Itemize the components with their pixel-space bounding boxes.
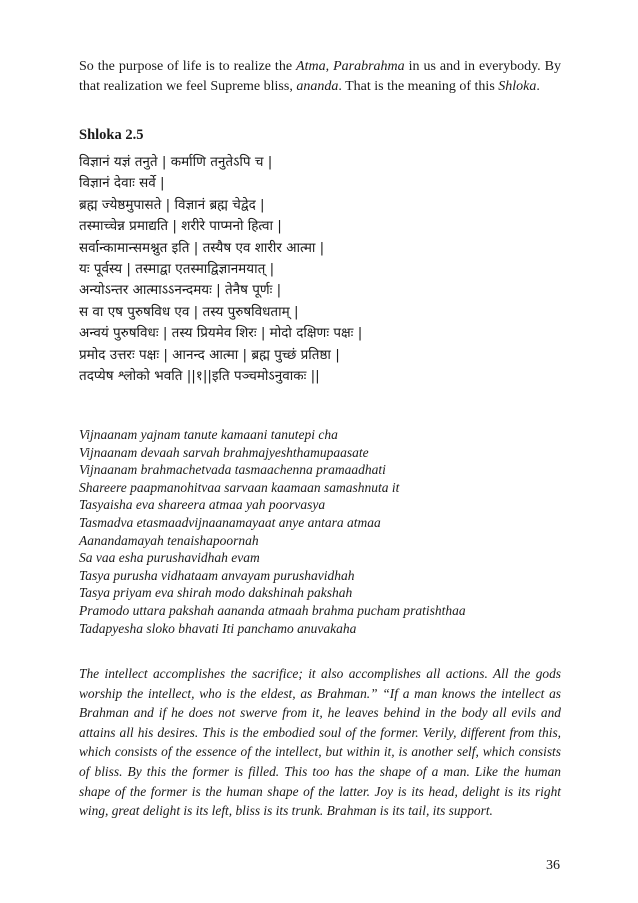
transliteration-line: Sa vaa esha purushavidhah evam — [79, 550, 260, 566]
section-heading: Shloka 2.5 — [79, 127, 144, 143]
sanskrit-line: तदप्येष श्लोको भवति ||१||इति पञ्चमोऽनुवाकः || — [79, 367, 320, 384]
sanskrit-line: सर्वान्कामान्समश्नुत इति | तस्यैष एव शारीर आत्मा | — [79, 239, 325, 256]
term-shloka: Shloka — [498, 79, 537, 94]
intro-text-2: in us and in everybody. By that realization we feel Supreme bliss, — [79, 59, 561, 94]
transliteration-line: Vijnaanam yajnam tanute kamaani tanutepi cha — [79, 427, 338, 442]
transliteration-line: Aanandamayah tenaishapoornah — [79, 532, 259, 548]
transliteration-line: Pramodo uttara pakshah aananda atmaah brahma pucham pratishthaa — [79, 602, 466, 618]
term-atma: Atma — [296, 59, 326, 74]
translation-paragraph: The intellect accomplishes the sacrifice; it also accomplishes all actions. All the gods worship the intellect, who is the eldest, as Brahman.” “If a man knows the intellect as Brahman and if he does not swerve from it, he leaves behind in the body all evils and attains all his desires. This is the embodied soul of the former. Verily, different from this, which consists of the essence of the intellect, but within it, is another self, which consists of bliss. By this the former is filled. This too has the shape of a man. Like the human shape of the former is the human shape of the latter. Joy is its head, delight is its right wing, great delight is its left, bliss is its trunk. Brahman is its tail, its support. — [79, 666, 561, 819]
transliteration-line: Vijnaanam brahmachetvada tasmaachenna pramaadhati — [79, 462, 386, 478]
term-ananda: ananda — [296, 79, 339, 94]
sanskrit-line: यः पूर्वस्य | तस्माद्वा एतस्माद्विज्ञानमयात् | — [79, 260, 275, 277]
sanskrit-line: अन्योऽन्तर आत्माऽऽनन्दमयः | तेनैष पूर्णः | — [79, 282, 282, 299]
intro-text-4: . — [536, 79, 540, 94]
transliteration-line: Tasya priyam eva shirah modo dakshinah pakshah — [79, 585, 353, 601]
sanskrit-line: ब्रह्म ज्येष्ठमुपासते | विज्ञानं ब्रह्म चेद्वेद | — [79, 196, 265, 213]
intro-text-1: So the purpose of life is to realize the — [79, 59, 297, 74]
sanskrit-line: प्रमोद उत्तरः पक्षः | आनन्द आत्मा | ब्रह्म पुच्छं प्रतिष्ठा | — [79, 346, 340, 363]
sanskrit-line: स वा एष पुरुषविध एव | तस्य पुरुषविधताम् | — [79, 303, 299, 320]
transliteration-line: Vijnaanam devaah sarvah brahmajyeshthamupaasate — [79, 444, 369, 460]
transliteration-line: Tasmadva etasmaadvijnaanamayaat anye antara atmaa — [79, 514, 381, 530]
transliteration-line: Tasyaisha eva shareera atmaa yah poorvasya — [79, 497, 326, 513]
intro-separator: , — [325, 59, 334, 74]
sanskrit-line: अन्वयं पुरुषविधः | तस्य प्रियमेव शिरः | मोदो दक्षिणः पक्षः | — [79, 325, 363, 342]
transliteration-line: Tadapyesha sloko bhavati Iti panchamo anuvakaha — [79, 620, 357, 636]
page-number: 36 — [546, 858, 560, 873]
sanskrit-verse — [79, 152, 561, 387]
sanskrit-line: विज्ञानं यज्ञं तनुते | कर्माणि तनुतेऽपि च | — [79, 154, 273, 170]
transliteration-verse — [79, 426, 561, 637]
transliteration-line: Shareere paapmanohitvaa sarvaan kaamaan samashnuta it — [79, 479, 400, 495]
sanskrit-line: तस्माच्चेन्न प्रमाद्यति | शरीरे पाप्मनो हित्वा | — [79, 218, 282, 235]
intro-paragraph — [79, 57, 561, 97]
transliteration-line: Tasya purusha vidhataam anvayam purushavidhah — [79, 567, 355, 583]
sanskrit-line: विज्ञानं देवाः सर्वे | — [79, 175, 165, 192]
intro-text-3: . That is the meaning of this — [338, 79, 499, 94]
term-parabrahma: Parabrahma — [333, 59, 405, 74]
